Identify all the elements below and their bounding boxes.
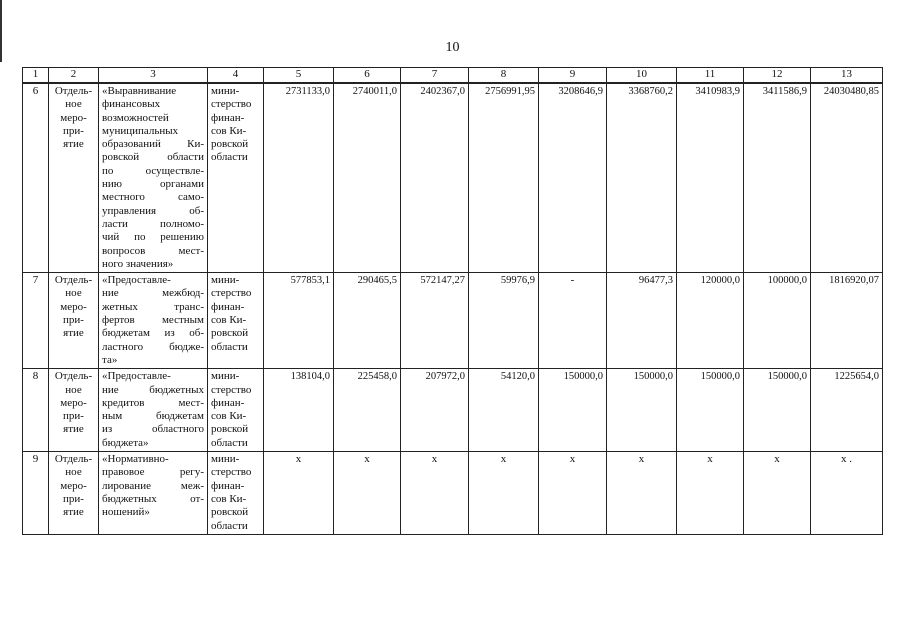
executor-cell [208, 273, 264, 369]
column-header-3: 3 [99, 68, 208, 84]
cell-line: ровской области [102, 151, 204, 164]
cell-line: области [211, 340, 248, 353]
cell-line: мини- [211, 370, 240, 383]
cell-line: возможностей [102, 111, 169, 124]
cell-line: кредитов мест- [102, 396, 204, 409]
column-header-6: 6 [334, 68, 401, 84]
value-cell-col-12: 150000,0 [744, 369, 811, 452]
cell-line: бюджетных от- [102, 492, 204, 505]
value-cell-col-11: 120000,0 [677, 273, 744, 369]
column-header-12: 12 [744, 68, 811, 84]
cell-line: ное [65, 287, 82, 300]
cell-line: жетных транс- [102, 300, 204, 313]
cell-line: финан- [211, 396, 245, 409]
row-number-cell: 9 [23, 452, 49, 535]
column-header-1: 1 [23, 68, 49, 84]
column-header-2: 2 [49, 68, 99, 84]
value-cell-col-8: 54120,0 [469, 369, 539, 452]
cell-line: «Предоставле- [102, 370, 171, 383]
value-cell-col-12: 3411586,9 [744, 83, 811, 273]
column-header-5: 5 [264, 68, 334, 84]
cell-line: нию органами [102, 178, 204, 191]
cell-line: ятие [63, 138, 84, 151]
cell-line: сов Ки- [211, 314, 247, 327]
value-cell-col-12: х [744, 452, 811, 535]
table-row [23, 369, 883, 452]
header-row [23, 68, 883, 84]
cell-line: местного само- [102, 191, 204, 204]
table-row [23, 452, 883, 535]
value-cell-col-9: 150000,0 [539, 369, 607, 452]
cell-line: финансовых [102, 98, 161, 111]
executor-cell [208, 369, 264, 452]
cell-line: меро- [60, 479, 87, 492]
cell-line: области [211, 436, 248, 449]
column-header-10: 10 [607, 68, 677, 84]
measure-name-cell [99, 273, 208, 369]
cell-line: сов Ки- [211, 492, 247, 505]
cell-line: при- [63, 124, 84, 137]
cell-line: стерство [211, 287, 252, 300]
value-cell-col-10: 3368760,2 [607, 83, 677, 273]
cell-line: бюджета» [102, 436, 149, 449]
column-header-11: 11 [677, 68, 744, 84]
cell-line: ние бюджетных [102, 383, 204, 396]
value-cell-col-13: 1816920,07 [811, 273, 883, 369]
cell-line: меро- [60, 396, 87, 409]
cell-line: Отдель- [54, 85, 93, 97]
value-cell-col-6: 225458,0 [334, 369, 401, 452]
cell-line: ровской [211, 327, 249, 340]
cell-line: правовое регу- [102, 466, 204, 479]
cell-line: ношений» [102, 506, 150, 519]
column-header-13: 13 [811, 68, 883, 84]
table-row [23, 273, 883, 369]
value-cell-col-7: х [401, 452, 469, 535]
value-cell-col-11: 150000,0 [677, 369, 744, 452]
cell-line: стерство [211, 383, 252, 396]
value-cell-col-8: х [469, 452, 539, 535]
measure-name-cell [99, 452, 208, 535]
value-cell-col-5: 138104,0 [264, 369, 334, 452]
page-number: 10 [445, 40, 460, 55]
value-cell-col-13: х . [811, 452, 883, 535]
cell-line: «Выравнивание [102, 85, 177, 97]
value-cell-col-9: - [539, 273, 607, 369]
column-header-9: 9 [539, 68, 607, 84]
cell-line: Отдель- [54, 370, 93, 383]
cell-line: меро- [60, 300, 87, 313]
cell-line: фертов местным [102, 314, 204, 327]
table-body [23, 83, 883, 534]
value-cell-col-13: 1225654,0 [811, 369, 883, 452]
cell-line: финан- [211, 300, 245, 313]
value-cell-col-6: х [334, 452, 401, 535]
cell-line: из областного [102, 423, 204, 436]
cell-line: чий по решению [102, 231, 204, 244]
cell-line: управления об- [102, 204, 204, 217]
executor-cell [208, 83, 264, 273]
column-header-8: 8 [469, 68, 539, 84]
cell-line: образований Ки- [102, 138, 204, 151]
cell-line: при- [63, 492, 84, 505]
column-header-7: 7 [401, 68, 469, 84]
cell-line: финан- [211, 111, 245, 124]
cell-line: мини- [211, 274, 240, 287]
cell-line: та» [102, 353, 118, 366]
value-cell-col-11: х [677, 452, 744, 535]
cell-line: Отдель- [54, 453, 93, 466]
value-cell-col-10: 96477,3 [607, 273, 677, 369]
value-cell-col-7: 207972,0 [401, 369, 469, 452]
cell-line: вопросов мест- [102, 244, 204, 257]
cell-line: стерство [211, 466, 252, 479]
cell-line: ятие [63, 506, 84, 519]
cell-line: ние межбюд- [102, 287, 204, 300]
measure-name-cell [99, 83, 208, 273]
value-cell-col-11: 3410983,9 [677, 83, 744, 273]
value-cell-col-9: 3208646,9 [539, 83, 607, 273]
cell-line: Отдель- [54, 274, 93, 287]
row-number-cell: 6 [23, 83, 49, 273]
cell-line: ровской [211, 138, 249, 151]
cell-line: «Предоставле- [102, 274, 171, 287]
cell-line: ровской [211, 506, 249, 519]
value-cell-col-7: 2402367,0 [401, 83, 469, 273]
value-cell-col-9: х [539, 452, 607, 535]
cell-line: бюджетам из об- [102, 327, 204, 340]
value-cell-col-5: 577853,1 [264, 273, 334, 369]
value-cell-col-12: 100000,0 [744, 273, 811, 369]
cell-line: при- [63, 314, 84, 327]
value-cell-col-7: 572147,27 [401, 273, 469, 369]
cell-line: сов Ки- [211, 124, 247, 137]
value-cell-col-5: х [264, 452, 334, 535]
value-cell-col-8: 59976,9 [469, 273, 539, 369]
budget-table [22, 67, 883, 535]
cell-line: ласти полномо- [102, 217, 204, 230]
status-cell [49, 452, 99, 535]
status-cell [49, 83, 99, 273]
status-cell [49, 369, 99, 452]
cell-line: ное [65, 383, 82, 396]
cell-line: ное [65, 98, 82, 111]
cell-line: области [211, 519, 248, 532]
table-row [23, 83, 883, 273]
cell-line: мини- [211, 453, 240, 466]
column-header-4: 4 [208, 68, 264, 84]
executor-cell [208, 452, 264, 535]
value-cell-col-6: 2740011,0 [334, 83, 401, 273]
cell-line: «Нормативно- [102, 453, 169, 466]
value-cell-col-8: 2756991,95 [469, 83, 539, 273]
cell-line: при- [63, 410, 84, 423]
value-cell-col-10: 150000,0 [607, 369, 677, 452]
cell-line: по осуществле- [102, 164, 204, 177]
value-cell-col-6: 290465,5 [334, 273, 401, 369]
cell-line: области [211, 151, 248, 164]
value-cell-col-13: 24030480,85 [811, 83, 883, 273]
cell-line: мини- [211, 85, 240, 97]
cell-line: ятие [63, 327, 84, 340]
cell-line: сов Ки- [211, 410, 247, 423]
cell-line: лирование меж- [102, 479, 204, 492]
status-cell [49, 273, 99, 369]
cell-line: ным бюджетам [102, 410, 204, 423]
measure-name-cell [99, 369, 208, 452]
row-number-cell: 7 [23, 273, 49, 369]
cell-line: стерство [211, 98, 252, 111]
value-cell-col-10: х [607, 452, 677, 535]
cell-line: ного значения» [102, 257, 174, 270]
row-number-cell: 8 [23, 369, 49, 452]
cell-line: муниципальных [102, 124, 179, 137]
cell-line: финан- [211, 479, 245, 492]
cell-line: ровской [211, 423, 249, 436]
cell-line: ластного бюдже- [102, 340, 204, 353]
cell-line: ное [65, 466, 82, 479]
value-cell-col-5: 2731133,0 [264, 83, 334, 273]
cell-line: меро- [60, 111, 87, 124]
cell-line: ятие [63, 423, 84, 436]
